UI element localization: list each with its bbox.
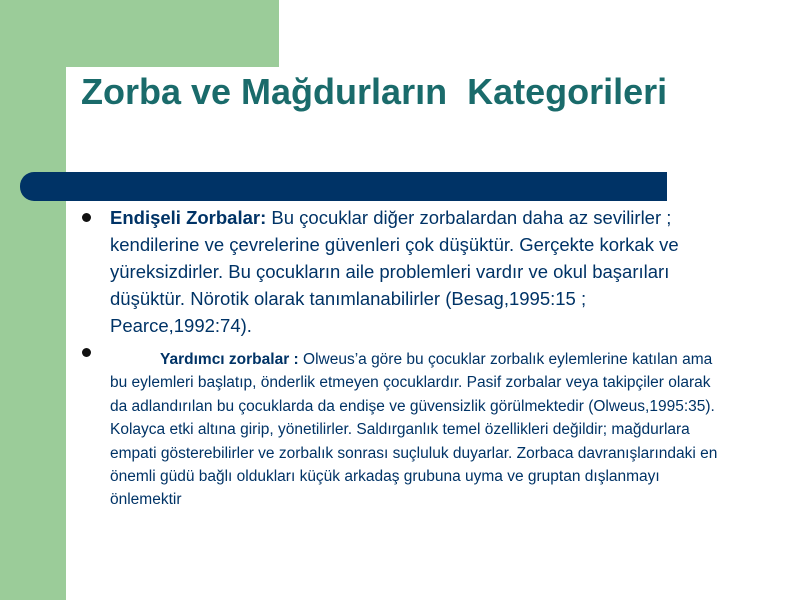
decorative-green-header-block [0, 0, 279, 67]
bullet-dot-icon [82, 348, 91, 357]
bullet-item-endiseli-zorbalar [82, 204, 732, 339]
bullet-dot-icon [82, 213, 91, 222]
decorative-green-sidebar [0, 0, 66, 600]
bullet-item-yardimci-zorbalar [82, 348, 732, 512]
title-underline-bar [20, 172, 667, 201]
bullet-text: Bu çocuklar diğer zorbalardan daha az sevilirler ; kendilerine ve çevrelerine güvenleri çok düşüktür. Gerçekte korkak ve yüreksizdirler. Bu çocukların aile problemleri vardır ve okul başarıları düşüktür. Nörotik olarak tanımlanabilirler (Besag,1995:15 ; Pearce,1992:74). [110, 207, 679, 336]
slide-bullet-list [82, 204, 732, 512]
bullet-lead: Endişeli Zorbalar: [110, 207, 267, 228]
slide-title: Zorba ve Mağdurların Kategorileri [81, 71, 668, 112]
bullet-text: Olweus’a göre bu çocuklar zorbalık eylemlerine katılan ama bu eylemleri başlatıp, önderlik etmeyen çocuklardır. Pasif zorbalar veya takipçiler olarak da adlandırılan bu çocuklarda da endişe ve güvensizlik görülmektedir (Olweus,1995:35). Kolayca etki altına girip, yönetilirler. Saldırganlık temel özellikleri değildir; mağdurlara empati gösterebilirler ve zorbalık sonrası suçluluk duyarlar. Zorbaca davranışlarındaki en önemli güdü bağlı oldukları küçük arkadaş grubuna uyma ve gruptan dışlanmayı önlemektir [110, 351, 718, 509]
bullet-lead: Yardımcı zorbalar : [160, 351, 299, 368]
